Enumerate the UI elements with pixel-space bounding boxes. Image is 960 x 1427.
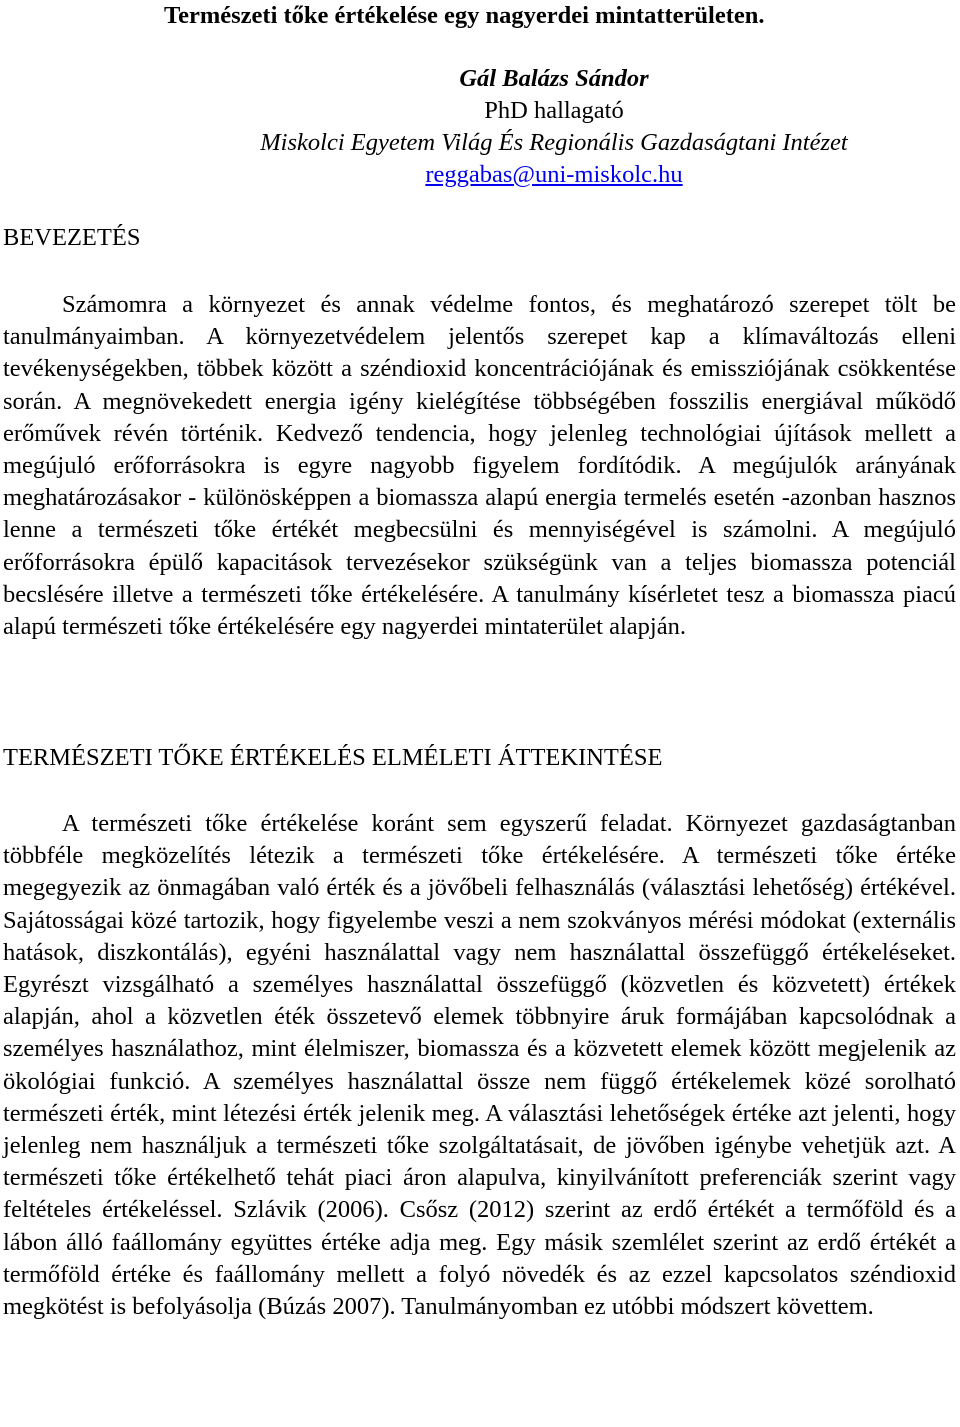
author-position: PhD hallagató: [484, 97, 624, 124]
author-institution: Miskolci Egyetem Világ És Regionális Gazdaságtani Intézet: [260, 129, 848, 156]
paper-title: Természeti tőke értékelése egy nagyerdei mintatterületen.: [164, 2, 765, 29]
section-heading-introduction: BEVEZETÉS: [3, 224, 141, 251]
author-block: [0, 63, 960, 191]
section-paragraph-introduction: Számomra a környezet és annak védelme fontos, és meghatározó szerepet tölt be tanulmányaimban. A környezetvédelem jelentős szerepet kap a klímaváltozás elleni tevékenységekben, többek között a széndioxid koncentrációjának és emissziójának csökkentése során. A megnövekedett energia igény kielégítése többségében fosszilis energiával működő erőművek révén történik. Kedvező tendencia, hogy jelenleg technológiai újítások mellett a megújuló erőforrásokra is egyre nagyobb figyelem fordítódik. A megújulók arányának meghatározásakor - különösképpen a biomassza alapú energia termelés esetén -azonban hasznos lenne a természeti tőke értékét megbecsülni és mennyiségével is számolni. A megújuló erőforrásokra épülő kapacitások tervezésekor szükségünk van a teljes biomassza potenciál becslésére illetve a természeti tőke értékelésére. A tanulmány kísérletet tesz a biomassza piacú alapú természeti tőke értékelésére egy nagyerdei mintaterület alapján.: [3, 291, 956, 641]
section-paragraph-theory: A természeti tőke értékelése koránt sem egyszerű feladat. Környezet gazdaságtanban többféle megközelítés létezik a természeti tőke értékelésére. A természeti tőke értéke megegyezik az önmagában való érték és a jövőbeli felhasználás (választási lehetőség) értékével. Sajátosságai közé tartozik, hogy figyelembe veszi a nem szokványos mérési módokat (externális hatások, diszkontálás), egyéni használattal vagy nem használattal összefüggő értékeléseket. Egyrészt vizsgálható a személyes használattal összefüggő (közvetlen és közvetett) értékek alapján, ahol a közvetlen éték összetevő elemek többnyire áruk formájában kapcsolódnak a személyes használathoz, mint élelmiszer, biomassza és a közvetett elemek között megjelenik az ökológiai funkció. A személyes használattal össze nem függő értékelemek közé sorolható természeti érték, mint létezési érték jelenik meg. A választási lehetőségek értéke azt jelenti, hogy jelenleg nem használjuk a természeti tőke szolgáltatásait, de jövőben igénybe vehetjük azt. A természeti tőke értékelhető tehát piaci áron alapulva, kinyilvánított preferenciák szerint vagy feltételes értékeléssel. Szlávik (2006). Csősz (2012) szerint az erdő értékét a termőföld és a lábon álló faállomány együttes értéke adja meg. Egy másik szemlélet szerint az erdő értékét a termőföld értéke és faállomány mellett a folyó növedék és az ezzel kapcsolatos széndioxid megkötést is befolyásolja (Búzás 2007). Tanulmányomban ez utóbbi módszert követtem.: [3, 810, 956, 1321]
author-name: Gál Balázs Sándor: [459, 65, 649, 92]
section-heading-theory: TERMÉSZETI TŐKE ÉRTÉKELÉS ELMÉLETI ÁTTEKINTÉSE: [3, 744, 663, 771]
author-email-link[interactable]: reggabas@uni-miskolc.hu: [425, 161, 683, 188]
